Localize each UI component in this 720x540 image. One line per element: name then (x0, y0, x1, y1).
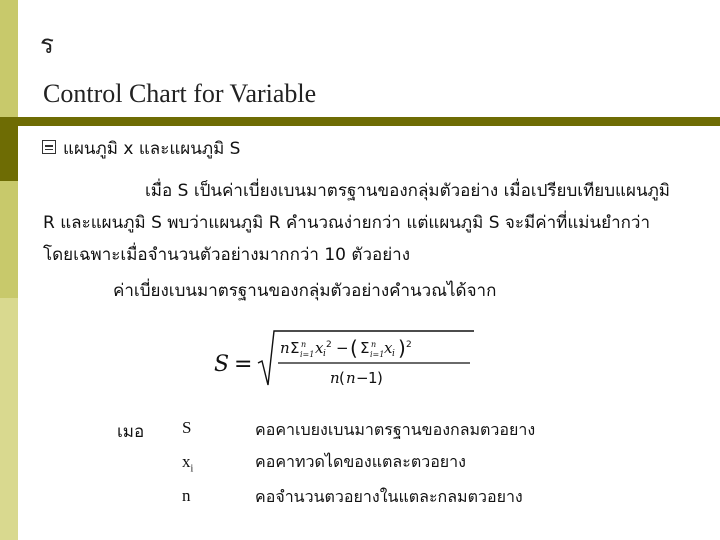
svg-text:n: n (301, 340, 307, 349)
svg-text:n: n (280, 339, 290, 357)
svg-text:i: i (323, 349, 326, 359)
definition-text-xi: คอคาทวดไดของแตละตวอยาง (255, 452, 466, 471)
svg-text:(: ( (350, 336, 358, 360)
paragraph-line-4: ค่าเบี่ยงเบนมาตรฐานของกลุ่มตัวอย่างคำนวณได้จาก (113, 281, 497, 301)
definition-text-n: คอจำนวนตวอยางในแตละกลมตวอยาง (255, 487, 523, 506)
svg-text:Σ: Σ (360, 339, 370, 357)
definition-symbol-n: n (182, 486, 191, 505)
svg-text:n: n (371, 340, 377, 349)
definition-text-s: คอคาเบยงเบนมาตรฐานของกลมตวอยาง (255, 420, 536, 439)
side-bar-dark (0, 117, 18, 181)
definition-symbol-x: x (182, 452, 191, 471)
svg-text:x: x (384, 339, 393, 357)
bullet-icon (42, 140, 56, 154)
svg-text:1: 1 (368, 369, 378, 387)
svg-text:S: S (214, 352, 230, 377)
svg-text:−: − (356, 369, 369, 387)
svg-text:Σ: Σ (290, 339, 300, 357)
side-bar-bottom (0, 298, 18, 540)
svg-text:n: n (330, 369, 340, 387)
subheading: แผนภูมิ x และแผนภูมิ S (63, 139, 241, 159)
svg-text:n: n (346, 369, 356, 387)
paragraph-line-3: โดยเฉพาะเมื่อจำนวนตัวอย่างมากกว่า 10 ตัวอย่าง (43, 245, 411, 265)
side-bar-middle (0, 181, 18, 298)
svg-text:2: 2 (326, 340, 332, 350)
svg-text:=: = (234, 352, 253, 377)
svg-text:i=1: i=1 (370, 350, 385, 359)
paragraph-line-2: R และแผนภูมิ S พบว่าแผนภูมิ R คำนวณง่ายกว่า แต่แผนภูมิ S จะมีค่าที่แม่นยำกว่า (43, 213, 651, 233)
definitions-label: เมอ (117, 422, 145, 441)
definition-symbol-xi (182, 452, 193, 474)
svg-text:−: − (336, 339, 349, 357)
svg-text:(: ( (339, 369, 345, 387)
title-divider (0, 117, 720, 126)
svg-text:i=1: i=1 (300, 350, 315, 359)
svg-text:x: x (315, 339, 324, 357)
svg-text:): ) (377, 369, 383, 387)
svg-text:): ) (398, 336, 406, 360)
top-glyph: ร (40, 30, 54, 60)
paragraph-line-1: เมื่อ S เป็นค่าเบี่ยงเบนมาตรฐานของกลุ่มตัวอย่าง เมื่อเปรียบเทียบแผนภูมิ (145, 181, 671, 201)
svg-text:2: 2 (406, 340, 412, 350)
definition-symbol-s: S (182, 418, 192, 437)
side-bar-top (0, 0, 18, 117)
svg-text:i: i (392, 349, 395, 359)
slide-title: Control Chart for Variable (43, 79, 317, 108)
definition-symbol-subscript: i (190, 463, 194, 475)
std-dev-formula (212, 325, 482, 395)
